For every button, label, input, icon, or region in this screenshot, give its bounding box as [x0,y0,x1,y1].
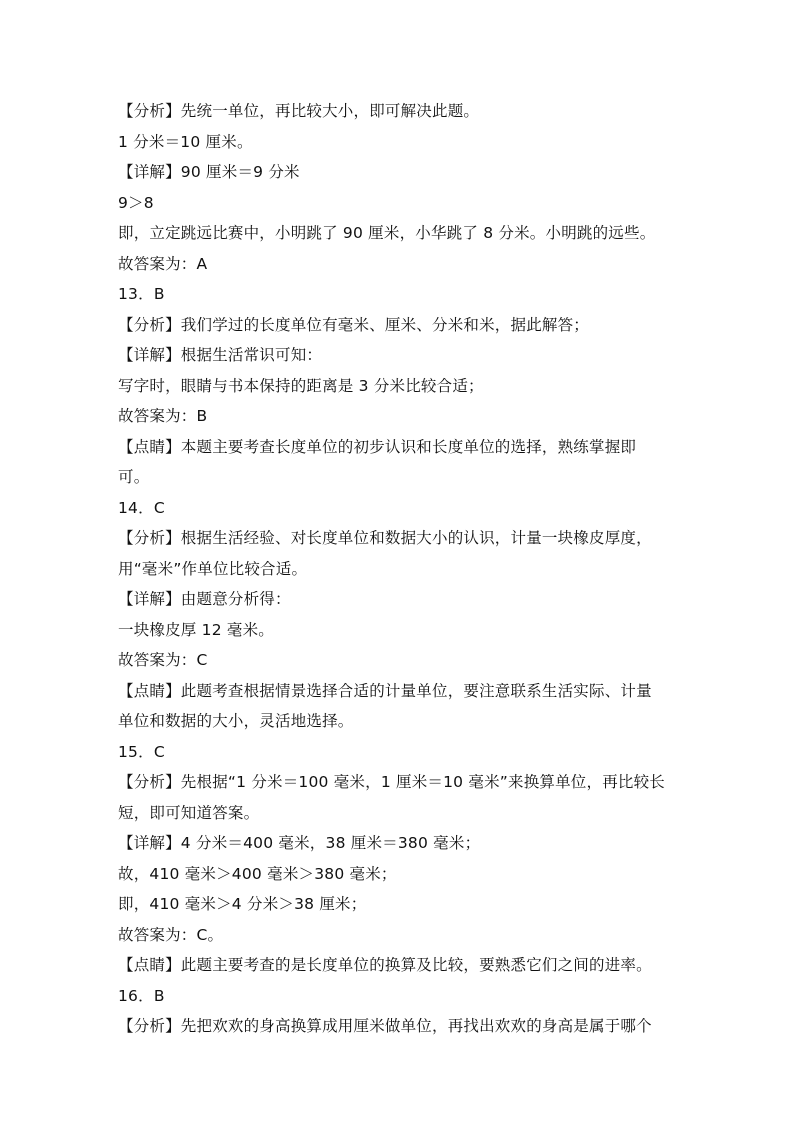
question-number: 13．B [118,285,165,303]
text-line: 即，立定跳远比赛中，小明跳了 90 厘米，小华跳了 8 分米。小明跳的远些。 [118,224,656,242]
text-line: 【点睛】此题主要考查的是长度单位的换算及比较，要熟悉它们之间的进率。 [118,956,652,974]
question-number: 14．C [118,498,165,517]
text-line: 用“毫米”作单位比较合适。 [118,559,308,578]
text-line: 1 分米＝10 厘米。 [118,132,253,151]
text-line: 一块橡皮厚 12 毫米。 [118,620,274,639]
text-line: 故答案为：C。 [118,925,224,944]
text-line: 故，410 毫米＞400 毫米＞380 毫米； [118,864,397,883]
text-line: 故答案为：C [118,651,208,669]
text-line: 【分析】先根据“1 分米＝100 毫米，1 厘米＝10 毫米”来换算单位，再比较长 [118,773,666,791]
text-line: 单位和数据的大小，灵活地选择。 [118,712,354,730]
text-line: 【分析】先把欢欢的身高换算成用厘米做单位，再找出欢欢的身高是属于哪个 [118,1017,652,1035]
text-line: 【分析】根据生活经验、对长度单位和数据大小的认识，计量一块橡皮厚度， [118,529,652,547]
text-line: 即，410 毫米＞4 分米＞38 厘米； [118,895,367,913]
text-line: 【详解】根据生活常识可知： [118,346,323,364]
text-line: 【详解】4 分米＝400 毫米，38 厘米＝380 毫米； [118,834,481,852]
text-line: 【点睛】此题考查根据情景选择合适的计量单位，要注意联系生活实际、计量 [118,681,652,700]
text-line: 故答案为：B [118,407,208,425]
text-line: 短，即可知道答案。 [118,803,260,822]
text-line: 【详解】由题意分析得： [118,590,291,608]
text-line: 可。 [118,468,150,486]
text-line: 【分析】我们学过的长度单位有毫米、厘米、分米和米，据此解答； [118,315,590,334]
text-line: 9＞8 [118,193,154,212]
question-number: 15．C [118,742,165,761]
text-line: 故答案为：A [118,254,208,273]
text-line: 写字时，眼睛与书本保持的距离是 3 分米比较合适； [118,376,484,395]
text-line: 【点睛】本题主要考查长度单位的初步认识和长度单位的选择，熟练掌握即 [118,437,637,456]
text-line: 【详解】90 厘米＝9 分米 [118,163,300,181]
document-body [118,96,688,1042]
text-line: 【分析】先统一单位，再比较大小，即可解决此题。 [118,102,480,120]
question-number: 16．B [118,986,165,1005]
